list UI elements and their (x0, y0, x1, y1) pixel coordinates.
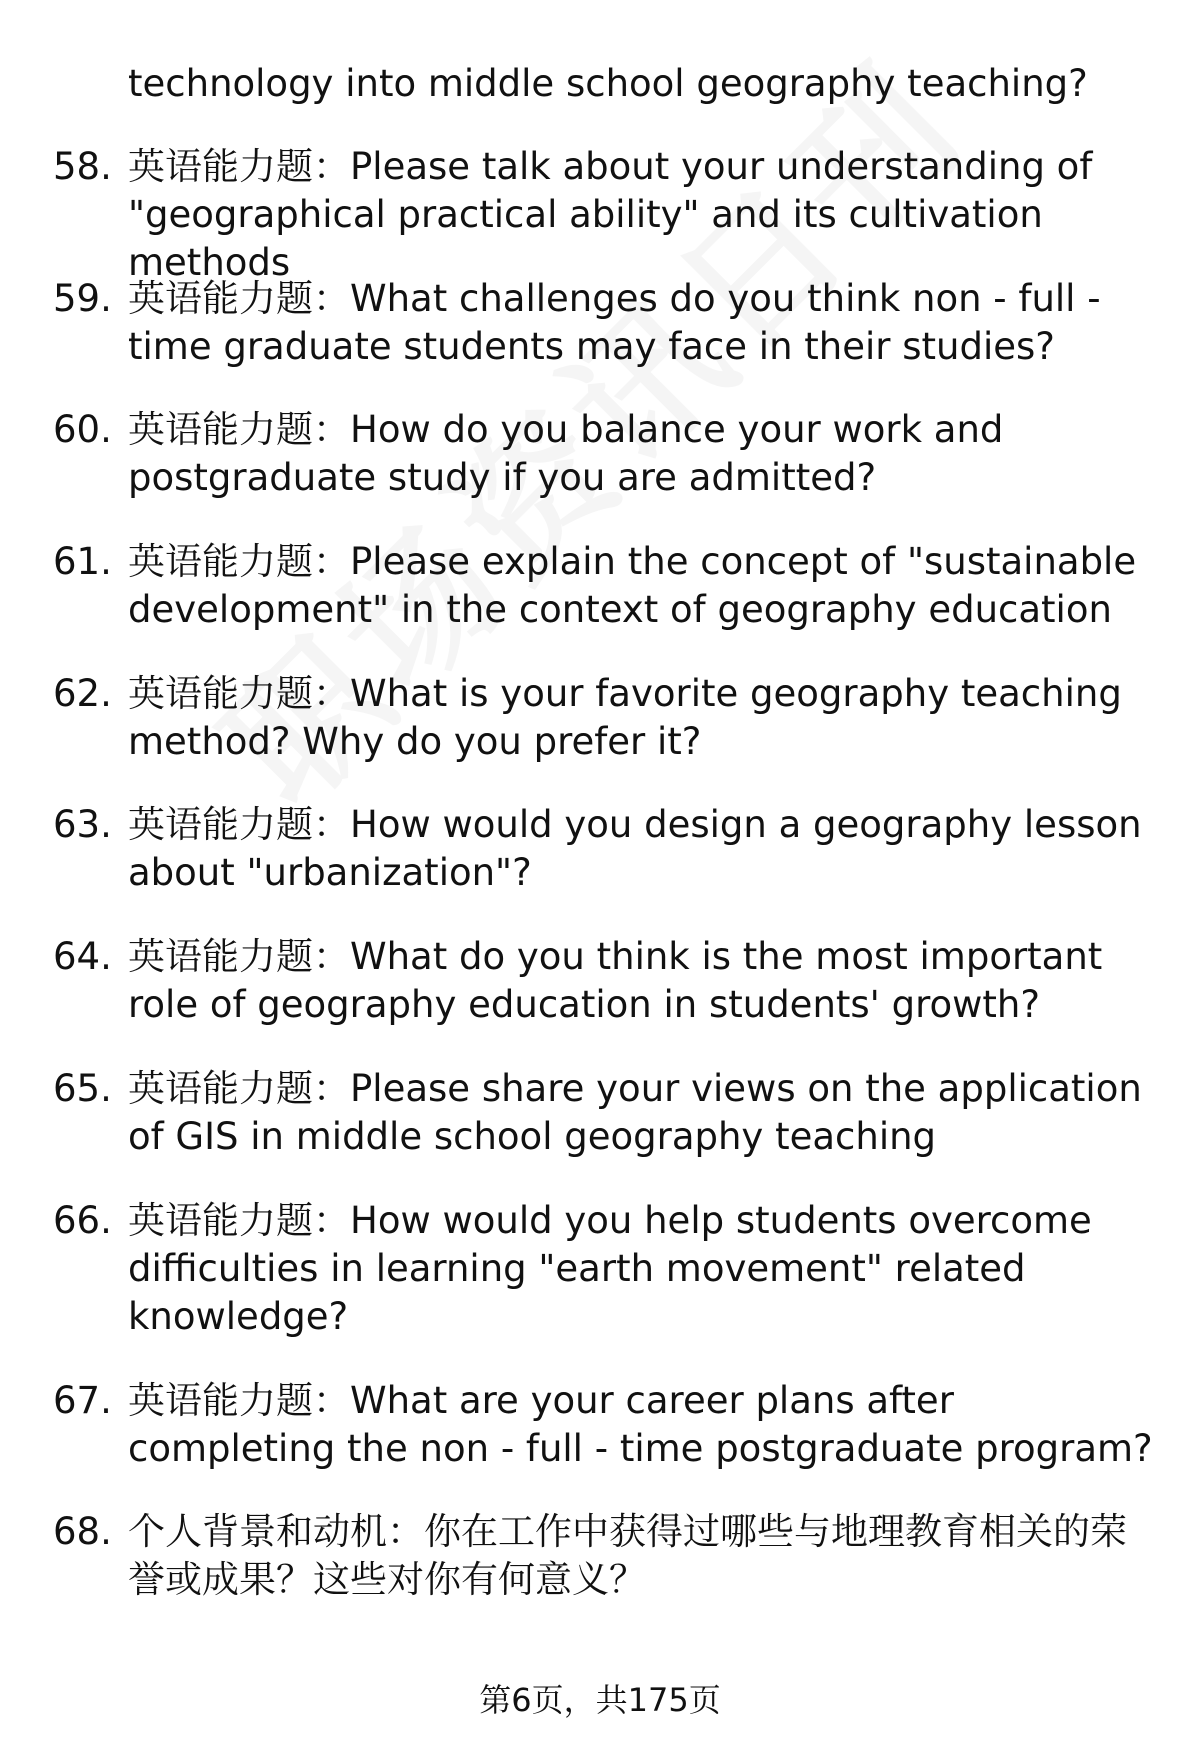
item-number: 63. (53, 803, 112, 846)
item-number: 60. (53, 408, 112, 451)
item-number: 67. (53, 1379, 112, 1422)
item-number: 58. (53, 145, 112, 188)
item-text: 英语能力题：What challenges do you think non - full - time graduate students may face in their studies? (128, 277, 1101, 368)
item-text: 英语能力题：How do you balance your work and postgraduate study if you are admitted? (128, 408, 1004, 499)
continuation-text: technology into middle school geography teaching? (128, 62, 1088, 105)
item-number: 68. (53, 1510, 112, 1553)
item-number: 62. (53, 672, 112, 715)
item-number: 64. (53, 935, 112, 978)
item-number: 61. (53, 540, 112, 583)
item-text: 英语能力题：How would you help students overcome difficulties in learning "earth movement" related knowledge? (128, 1199, 1092, 1338)
item-text: 英语能力题：Please share your views on the application of GIS in middle school geography teaching (128, 1067, 1142, 1158)
item-text: 英语能力题：How would you design a geography lesson about "urbanization"? (128, 803, 1142, 894)
item-number: 59. (53, 277, 112, 320)
item-text: 英语能力题：What are your career plans after completing the non - full - time postgraduate program? (128, 1379, 1153, 1470)
item-number: 65. (53, 1067, 112, 1110)
item-text: 英语能力题：Please explain the concept of "sustainable development" in the context of geography education (128, 540, 1137, 631)
item-text: 英语能力题：What do you think is the most important role of geography education in students' growth? (128, 935, 1103, 1026)
item-number: 66. (53, 1199, 112, 1242)
page-number-footer: 第6页，共175页 (479, 1681, 721, 1719)
item-text: 英语能力题：Please talk about your understanding of "geographical practical ability" and its cultivation methods (128, 145, 1093, 284)
item-text: 个人背景和动机：你在工作中获得过哪些与地理教育相关的荣誉或成果？这些对你有何意义？ (128, 1510, 1127, 1601)
item-text: 英语能力题：What is your favorite geography teaching method? Why do you prefer it? (128, 672, 1122, 763)
